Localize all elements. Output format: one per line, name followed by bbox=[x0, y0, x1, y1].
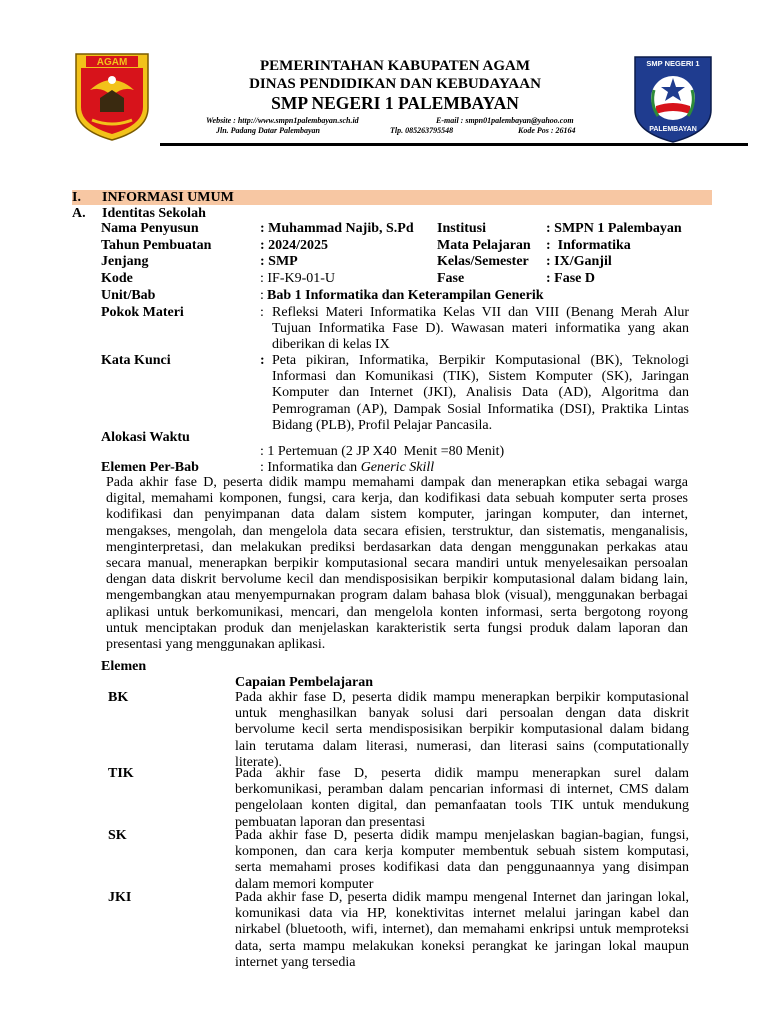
logo-left-text: AGAM bbox=[96, 57, 128, 68]
paragraph-line: mengembangkan atau menyempurnakan program dalam bahasa blok (visual), menggunakan berbagai bbox=[106, 588, 688, 604]
cp-line: Pada akhir fase D, peserta didik mampu menerapkan surel dalam bbox=[235, 766, 689, 781]
agam-crest-logo bbox=[72, 50, 152, 142]
cp-line: internet yang tersedia bbox=[235, 954, 356, 970]
value-kode: : IF-K9-01-U bbox=[260, 271, 336, 286]
kata-kunci-line: Komputer dan Internet (JKI), Analisis Data (AD), Algoritma dan bbox=[272, 385, 689, 401]
cp-line: komponen, dan cara kerja komputer membentuk sebuah sistem komputasi, bbox=[235, 844, 689, 860]
value-alokasi-waktu: : 1 Pertemuan (2 JP X40 Menit =80 Menit) bbox=[260, 444, 505, 459]
subsection-number: A. bbox=[72, 206, 86, 221]
elemen-heading: Elemen bbox=[101, 659, 147, 674]
kata-kunci-line: Pemrograman (AP), Dampak Sosial Informatika (DSI), Praktika Lintas bbox=[272, 401, 689, 417]
cp-line: serta memahami proses kodifikasi data dan penggunaannya yang disimpan bbox=[235, 860, 689, 876]
value-tahun-pembuatan: : 2024/2025 bbox=[260, 238, 329, 253]
cp-line: literate). bbox=[235, 754, 283, 770]
cp-line: berkomunikasi, peramban dalam pencarian informasi di internet, CMS dalam bbox=[235, 782, 689, 798]
email-text: E-mail : smpn01palembayan@yahoo.com bbox=[436, 116, 574, 125]
cp-line: Pada akhir fase D, peserta didik mampu mengenal Internet dan jaringan lokal, bbox=[235, 890, 689, 905]
elemen-code-sk: SK bbox=[108, 828, 127, 843]
value-jenjang: : SMP bbox=[260, 254, 298, 269]
label-nama-penyusun: Nama Penyusun bbox=[101, 221, 199, 236]
value-mata-pelajaran: : Informatika bbox=[546, 238, 631, 253]
section-title: INFORMASI UMUM bbox=[102, 190, 234, 205]
label-institusi: Institusi bbox=[437, 221, 487, 236]
cp-line: lain terutama dalam literasi, numerasi, dan literasi sains (computationally bbox=[235, 738, 689, 754]
cp-line: bervolume kecil serta mendisposisikan berpikir komputasional dalam bidang bbox=[235, 722, 689, 738]
value-nama-penyusun: : Muhammad Najib, S.Pd bbox=[260, 221, 414, 236]
paragraph-line: dengan data diskrit bervolume kecil dan mendisposisikan berpikir komputasional dalam bidang lain, bbox=[106, 572, 688, 588]
value-fase: : Fase D bbox=[546, 271, 595, 286]
website-text: Website : http://www.smpn1palembayan.sch.id bbox=[206, 116, 359, 125]
colon-kata-kunci: : bbox=[260, 353, 265, 368]
kata-kunci-line: Bidang (PLB), Profil Pelajar Pancasila. bbox=[272, 417, 493, 433]
cp-line: nirkabel (bluetooth, wifi, internet), dan memahami enkripsi untuk memproteksi bbox=[235, 922, 689, 938]
cp-line: data, serta mampu melakukan koneksi perangkat ke jaringan lokal maupun bbox=[235, 938, 689, 954]
smp-negeri-1-logo bbox=[632, 54, 714, 144]
address-text: Jln. Padang Datar Palembayan bbox=[216, 126, 321, 135]
letterhead bbox=[160, 58, 630, 113]
letterhead-school-name: SMP NEGERI 1 PALEMBAYAN bbox=[271, 93, 519, 113]
elemen-cp-sk bbox=[235, 828, 689, 893]
paragraph-line: mengakses, mengolah, dan mengelola data secara efisien, terstruktur, dan sistematis, menganalisis, bbox=[106, 523, 688, 539]
paragraph-line: Pada akhir fase D, peserta didik mampu memahami dampak dan menerapkan etika sebagai warga bbox=[106, 475, 688, 490]
cp-line: pembuatan laporan dan presentasi bbox=[235, 814, 426, 830]
label-pokok-materi: Pokok Materi bbox=[101, 305, 184, 320]
kata-kunci-line: Peta pikiran, Informatika, Berpikir Komputasional (BK), Teknologi bbox=[272, 353, 689, 368]
pokok-materi-line: Tujuan Informatika Fase D). Wawasan materi informatika yang akan bbox=[272, 321, 689, 337]
colon-unit-bab: : bbox=[260, 288, 264, 303]
value-kelas-semester: : IX/Ganjil bbox=[546, 254, 612, 269]
label-jenjang: Jenjang bbox=[101, 254, 149, 269]
section-number: I. bbox=[72, 190, 81, 205]
value-unit-bab: Bab 1 Informatika dan Keterampilan Generik bbox=[267, 288, 544, 303]
paragraph-line: menginterpretasi, dan melakukan prediksi berdasarkan data dengan menggunakan perkakas atau bbox=[106, 539, 688, 555]
paragraph-line: digital, memahami komponen, fungsi, cara kerja, dan kodifikasi data sebuah komputer serta proses bbox=[106, 491, 688, 507]
label-elemen-per-bab: Elemen Per-Bab bbox=[101, 460, 199, 475]
elemen-per-bab-italic: Generic Skill bbox=[360, 460, 435, 475]
logo-right-top-text: SMP NEGERI 1 bbox=[646, 59, 700, 68]
capaian-paragraph bbox=[106, 475, 688, 653]
value-institusi: : SMPN 1 Palembayan bbox=[546, 221, 682, 236]
elemen-code-jki: JKI bbox=[108, 890, 132, 905]
elemen-code-bk: BK bbox=[108, 690, 129, 705]
paragraph-line: untuk menciptakan produk dan menjelaskan karakteristik serta fungsi produk dalam laporan dan bbox=[106, 620, 688, 636]
paragraph-line: secara manual, menerapkan berpikir komputasional secara mandiri untuk menyelesaikan persoalan bbox=[106, 555, 688, 571]
label-kode: Kode bbox=[101, 271, 133, 286]
label-mata-pelajaran: Mata Pelajaran bbox=[437, 238, 531, 253]
elemen-per-bab-prefix: : Informatika dan bbox=[260, 460, 361, 475]
value-pokok-materi bbox=[272, 305, 689, 354]
colon-pokok-materi: : bbox=[260, 305, 264, 320]
elemen-code-tik: TIK bbox=[108, 766, 134, 781]
cp-line: dalam memori komputer bbox=[235, 876, 374, 892]
label-alokasi-waktu: Alokasi Waktu bbox=[101, 430, 190, 445]
letterhead-line-2: DINAS PENDIDIKAN DAN KEBUDAYAAN bbox=[249, 76, 541, 92]
label-fase: Fase bbox=[437, 271, 465, 286]
phone-text: Tlp. 085263795548 bbox=[390, 126, 454, 135]
kata-kunci-line: Informasi dan Komunikasi (TIK), Sistem Komputer (SK), Jaringan bbox=[272, 369, 689, 385]
label-unit-bab: Unit/Bab bbox=[101, 288, 156, 303]
label-tahun-pembuatan: Tahun Pembuatan bbox=[101, 238, 212, 253]
cp-line: Pada akhir fase D, peserta didik mampu menjelaskan bagian-bagian, fungsi, bbox=[235, 828, 689, 843]
subsection-title: Identitas Sekolah bbox=[102, 206, 206, 221]
pokok-materi-line: diberikan di kelas IX bbox=[272, 337, 390, 353]
paragraph-line: kodifikasi dan penyimpanan data dalam sistem komputer, jaringan komputer, dan internet, bbox=[106, 507, 688, 523]
elemen-cp-bk bbox=[235, 690, 689, 771]
label-kata-kunci: Kata Kunci bbox=[101, 353, 171, 368]
pokok-materi-line: Refleksi Materi Informatika Kelas VII dan VIII (Benang Merah Alur bbox=[272, 305, 689, 320]
cp-line: komunikasi data via HP, konektivitas internet melalui jaringan kabel dan bbox=[235, 906, 689, 922]
cp-line: Pada akhir fase D, peserta didik mampu menerapkan berpikir komputasional bbox=[235, 690, 689, 705]
value-kata-kunci bbox=[272, 353, 689, 434]
label-kelas-semester: Kelas/Semester bbox=[437, 254, 529, 269]
elemen-cp-jki bbox=[235, 890, 689, 971]
paragraph-line: aplikasi untuk berkomunikasi, mencari, dan mengelola konten informasi, serta bergotong royong bbox=[106, 604, 688, 620]
capaian-pembelajaran-heading: Capaian Pembelajaran bbox=[235, 675, 374, 690]
elemen-cp-tik bbox=[235, 766, 689, 831]
letterhead-line-1: PEMERINTAHAN KABUPATEN AGAM bbox=[260, 58, 530, 74]
paragraph-line: presentasi yang menggunakan aplikasi. bbox=[106, 636, 326, 652]
cp-line: pengelolaan konten digital, dan pemanfaatan tools TIK untuk mendukung bbox=[235, 798, 689, 814]
logo-right-bottom-text: PALEMBAYAN bbox=[649, 126, 697, 133]
letterhead-rule bbox=[160, 143, 748, 146]
value-elemen-per-bab bbox=[260, 460, 434, 476]
cp-line: untuk menghasilkan banyak solusi dari persoalan dengan data diskrit bbox=[235, 706, 689, 722]
postcode-text: Kode Pos : 26164 bbox=[518, 126, 576, 135]
